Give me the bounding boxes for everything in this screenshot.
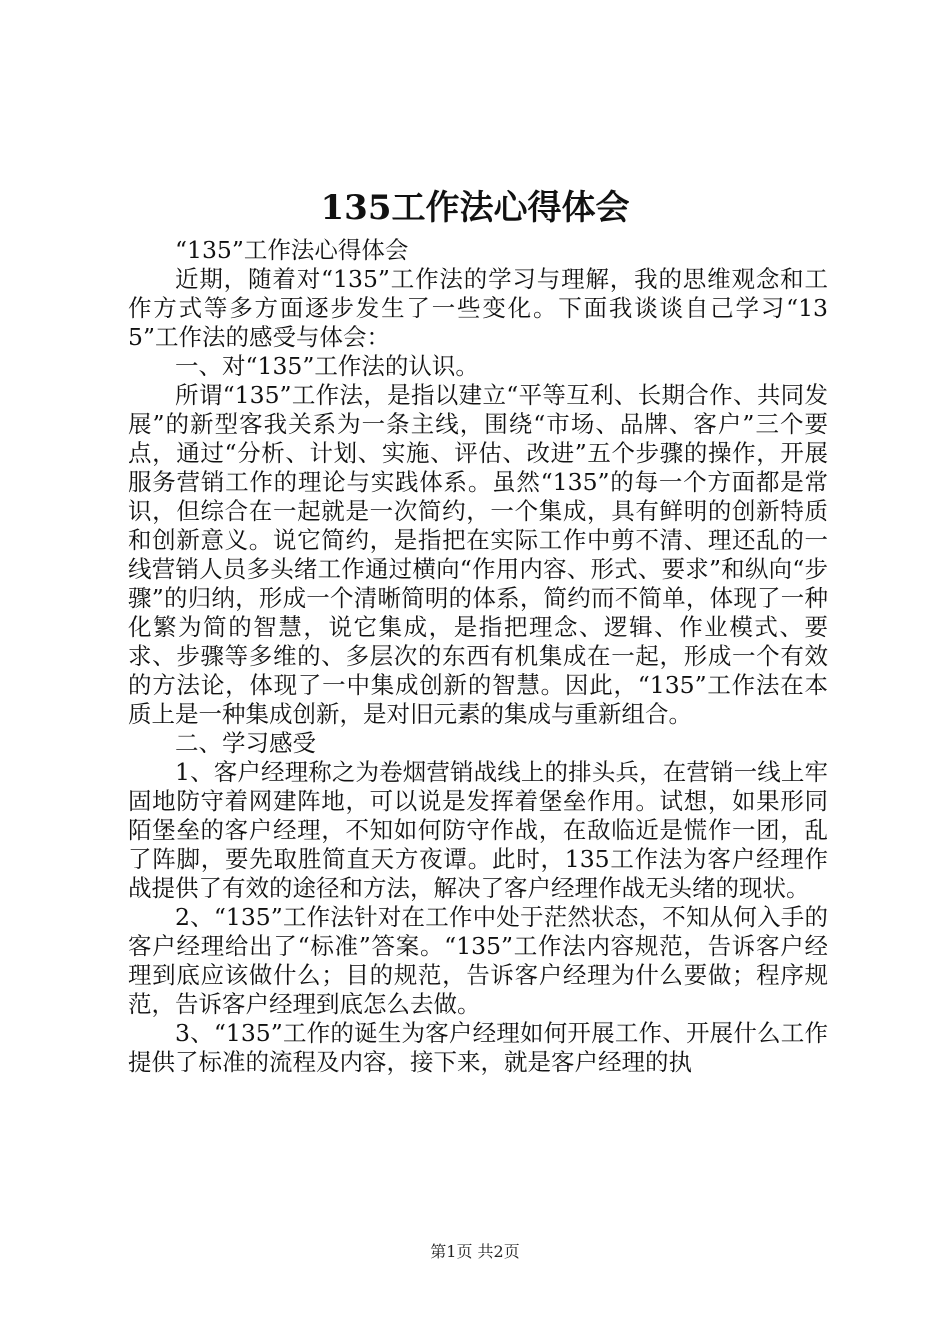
paragraph-point-2: 2、“135”工作法针对在工作中处于茫然状态，不知从何入手的客户经理给出了“标准”答案。“135”工作法内容规范，告诉客户经理到底应该做什么；目的规范，告诉客户经理为什么要做；程序规范，告诉客户经理到底怎么去做。	[128, 903, 828, 1018]
document-title: 135工作法心得体会	[320, 188, 630, 228]
paragraph-point-3: 3、“135”工作的诞生为客户经理如何开展工作、开展什么工作提供了标准的流程及内容，接下来，就是客户经理的执	[128, 1019, 828, 1076]
section-heading-1: 一、对“135”工作法的认识。	[175, 352, 479, 380]
section-heading-2: 二、学习感受	[175, 729, 316, 757]
paragraph-point-1: 1、客户经理称之为卷烟营销战线上的排头兵，在营销一线上牢固地防守着网建阵地，可以说是发挥着堡垒作用。试想，如果形同陌堡垒的客户经理，不知如何防守作战，在敌临近是慌作一团，乱了阵脚，要先取胜简直天方夜谭。此时，135工作法为客户经理作战提供了有效的途径和方法，解决了客户经理作战无头绪的现状。	[128, 758, 828, 902]
paragraph-definition: 所谓“135”工作法，是指以建立“平等互利、长期合作、共同发展”的新型客我关系为一条主线，围绕“市场、品牌、客户”三个要点，通过“分析、计划、实施、评估、改进”五个步骤的操作，开展服务营销工作的理论与实践体系。虽然“135”的每一个方面都是常识，但综合在一起就是一次简约，一个集成，具有鲜明的创新特质和创新意义。说它简约，是指把在实际工作中剪不清、理还乱的一线营销人员多头绪工作通过横向“作用内容、形式、要求”和纵向“步骤”的归纳，形成一个清晰简明的体系，简约而不简单，体现了一种化繁为简的智慧，说它集成，是指把理念、逻辑、作业模式、要求、步骤等多维的、多层次的东西有机集成在一起，形成一个有效的方法论，体现了一中集成创新的智慧。因此，“135”工作法在本质上是一种集成创新，是对旧元素的集成与重新组合。	[128, 381, 828, 728]
page-footer: 第1页 共2页	[430, 1242, 520, 1261]
paragraph-intro: 近期，随着对“135”工作法的学习与理解，我的思维观念和工作方式等多方面逐步发生了一些变化。下面我谈谈自己学习“135”工作法的感受与体会：	[128, 265, 828, 351]
document-body	[128, 236, 828, 1077]
paragraph-subtitle: “135”工作法心得体会	[175, 236, 409, 264]
